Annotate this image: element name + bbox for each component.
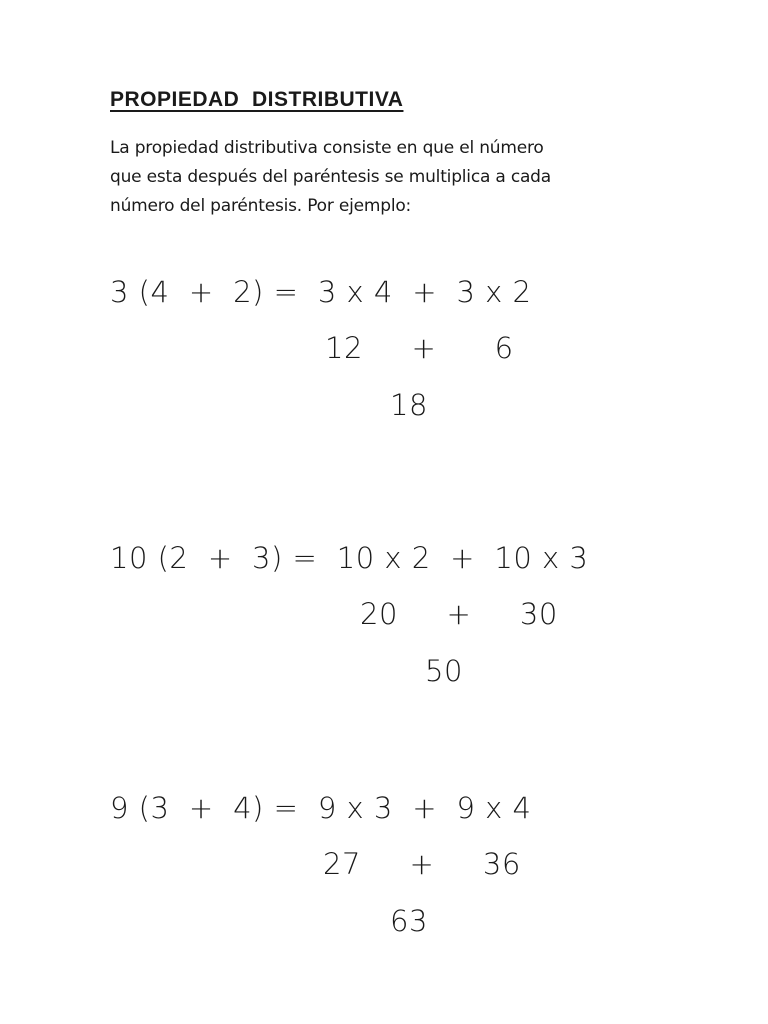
example-2-equation: 10 (2 + 3) = 10 x 2 + 10 x 3: [110, 541, 589, 575]
intro-line-2: que esta después del paréntesis se multiplica a cada: [110, 167, 551, 187]
intro-line-3: número del paréntesis. Por ejemplo:: [110, 196, 412, 216]
example-1-equation: 3 (4 + 2) = 3 x 4 + 3 x 2: [110, 275, 532, 309]
example-1-result: 18: [390, 388, 428, 422]
intro-line-1: La propiedad distributiva consiste en que el número: [110, 138, 544, 158]
example-3-result: 63: [390, 904, 428, 938]
example-1-step: 12 + 6: [325, 331, 514, 365]
example-3-step: 27 + 36: [323, 847, 521, 881]
page-title: PROPIEDAD DISTRIBUTIVA: [110, 88, 404, 111]
example-2-result: 50: [425, 654, 463, 688]
intro-paragraph: [110, 134, 650, 221]
example-2-step: 20 + 30: [360, 597, 558, 631]
example-3-equation: 9 (3 + 4) = 9 x 3 + 9 x 4: [110, 791, 532, 825]
